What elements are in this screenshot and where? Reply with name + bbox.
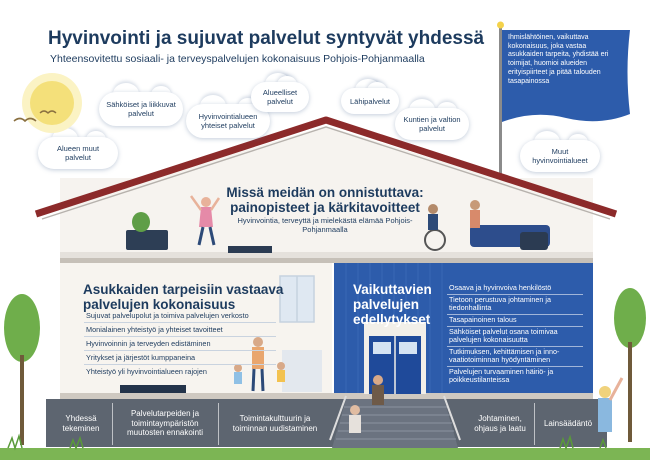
rug <box>120 385 186 393</box>
left-section-heading: Asukkaiden tarpeisiin vastaava palvelujen kokonaisuus <box>83 282 284 312</box>
foundation-item: Toimintakulttuurin ja toiminnan uudistaminen <box>232 414 318 433</box>
child-head <box>234 364 242 372</box>
tree-trunk <box>628 342 632 442</box>
person-figure <box>470 210 480 228</box>
flag-pole-top <box>497 22 504 29</box>
person-figure <box>349 415 361 433</box>
left-section-item: Hyvinvoinnin ja terveyden edistäminen <box>86 339 211 348</box>
cloud-label: Hyvinvointialueen yhteiset palvelut <box>198 112 258 130</box>
child-head <box>277 362 285 370</box>
left-section-item: Yhteistyö yli hyvinvointialueen rajojen <box>86 367 207 376</box>
foundation-item: Johtaminen, ohjaus ja laatu <box>474 414 526 433</box>
divider <box>218 403 219 445</box>
roof-subheading: Hyvinvointia, terveyttä ja mielekästä elämää Pohjois-Pohjanmaalla <box>237 216 413 234</box>
cloud-muut-hyvinvointialueet <box>520 140 600 172</box>
cloud-label: Alueen muut palvelut <box>56 144 100 162</box>
divider <box>84 322 276 323</box>
cloud-label: Sähköiset ja liikkuvat palvelut <box>106 100 176 118</box>
right-section-item: Osaava ja hyvinvoiva henkilöstö <box>449 283 552 292</box>
child-figure <box>277 370 285 382</box>
middle-floor-beam <box>60 258 593 263</box>
cloud-kuntien-ja-valtion <box>395 108 469 140</box>
person-figure <box>428 214 438 230</box>
tv-stand <box>126 230 168 250</box>
person-head <box>599 386 611 398</box>
child-figure <box>234 372 242 384</box>
cloud-label: Alueelliset palvelut <box>262 88 298 106</box>
divider <box>84 336 276 337</box>
left-section-item: Sujuvat palvelupolut ja toimiva palvelujen verkosto <box>86 311 249 320</box>
flag-text: Ihmislähtöinen, vaikuttava kokonaisuus, joka vastaa asukkaiden tarpeita, yhdistää eri toimijat, huomioi alueiden erityispiirteet ja pitää talouden tasapainossa <box>508 34 609 85</box>
foundation-item: Palvelutarpeiden ja toimintaympäristön muutosten ennakointi <box>126 409 204 437</box>
tree <box>4 294 40 362</box>
right-section-item: Tietoon perustuva johtaminen ja tiedonhallinta <box>449 295 552 313</box>
divider <box>84 364 276 365</box>
right-section-item: Sähköiset palvelut osana toimivaa palvelujen kokonaisuutta <box>449 327 558 345</box>
cloud-alueen-muut-palvelut <box>38 137 118 169</box>
sun <box>30 81 74 125</box>
cloud-label: Kuntien ja valtion palvelut <box>403 115 461 133</box>
divider <box>112 403 113 445</box>
divider <box>84 350 276 351</box>
rug <box>228 246 272 253</box>
person-head <box>253 337 263 347</box>
plant <box>132 212 150 232</box>
cabinet <box>282 350 322 392</box>
foundation-item: Lainsäädäntö <box>543 419 593 428</box>
tree-trunk <box>20 355 24 445</box>
roof-heading: Missä meidän on onnistuttava: painopisteet ja kärkitavoitteet <box>226 185 424 215</box>
right-section-item: Tutkimuksen, kehittämisen ja inno-vaatiotoiminnan hyödyntäminen <box>449 347 560 365</box>
left-section-item: Yritykset ja järjestöt kumppaneina <box>86 353 196 362</box>
tree <box>614 288 646 348</box>
person-figure <box>598 398 612 432</box>
door-window <box>399 342 417 354</box>
right-section-item: Tasapainoinen talous <box>449 315 517 324</box>
flag-pole <box>499 26 502 176</box>
foundation-item: Yhdessä tekeminen <box>62 414 100 433</box>
right-section-item: Palvelujen turvaaminen häiriö- ja poikkeustilanteissa <box>449 367 554 385</box>
armchair <box>520 232 548 250</box>
door-window <box>373 342 391 354</box>
right-section-heading: Vaikuttavien palvelujen edellytykset <box>353 282 432 327</box>
person-head <box>470 200 480 210</box>
cloud-alueelliset-palvelut <box>251 82 309 112</box>
person-figure <box>372 385 384 405</box>
person-arm-waving <box>610 378 622 400</box>
left-section-item: Monialainen yhteistyö ja yhteiset tavoitteet <box>86 325 223 334</box>
divider <box>534 403 535 445</box>
page-title: Hyvinvointi ja sujuvat palvelut syntyvät yhdessä <box>48 28 485 49</box>
cloud-sahkoiset-palvelut <box>99 92 183 126</box>
grass <box>0 448 650 460</box>
cloud-lahipalvelut <box>341 88 399 114</box>
cloud-label: Muut hyvinvointialueet <box>532 147 588 165</box>
person-head <box>373 375 383 385</box>
cloud-label: Lähipalvelut <box>349 96 391 106</box>
page-subtitle: Yhteensovitettu sosiaali- ja terveyspalvelujen kokonaisuus Pohjois-Pohjanmaalla <box>50 53 425 65</box>
person-head <box>350 405 360 415</box>
ground-floor <box>60 393 593 399</box>
